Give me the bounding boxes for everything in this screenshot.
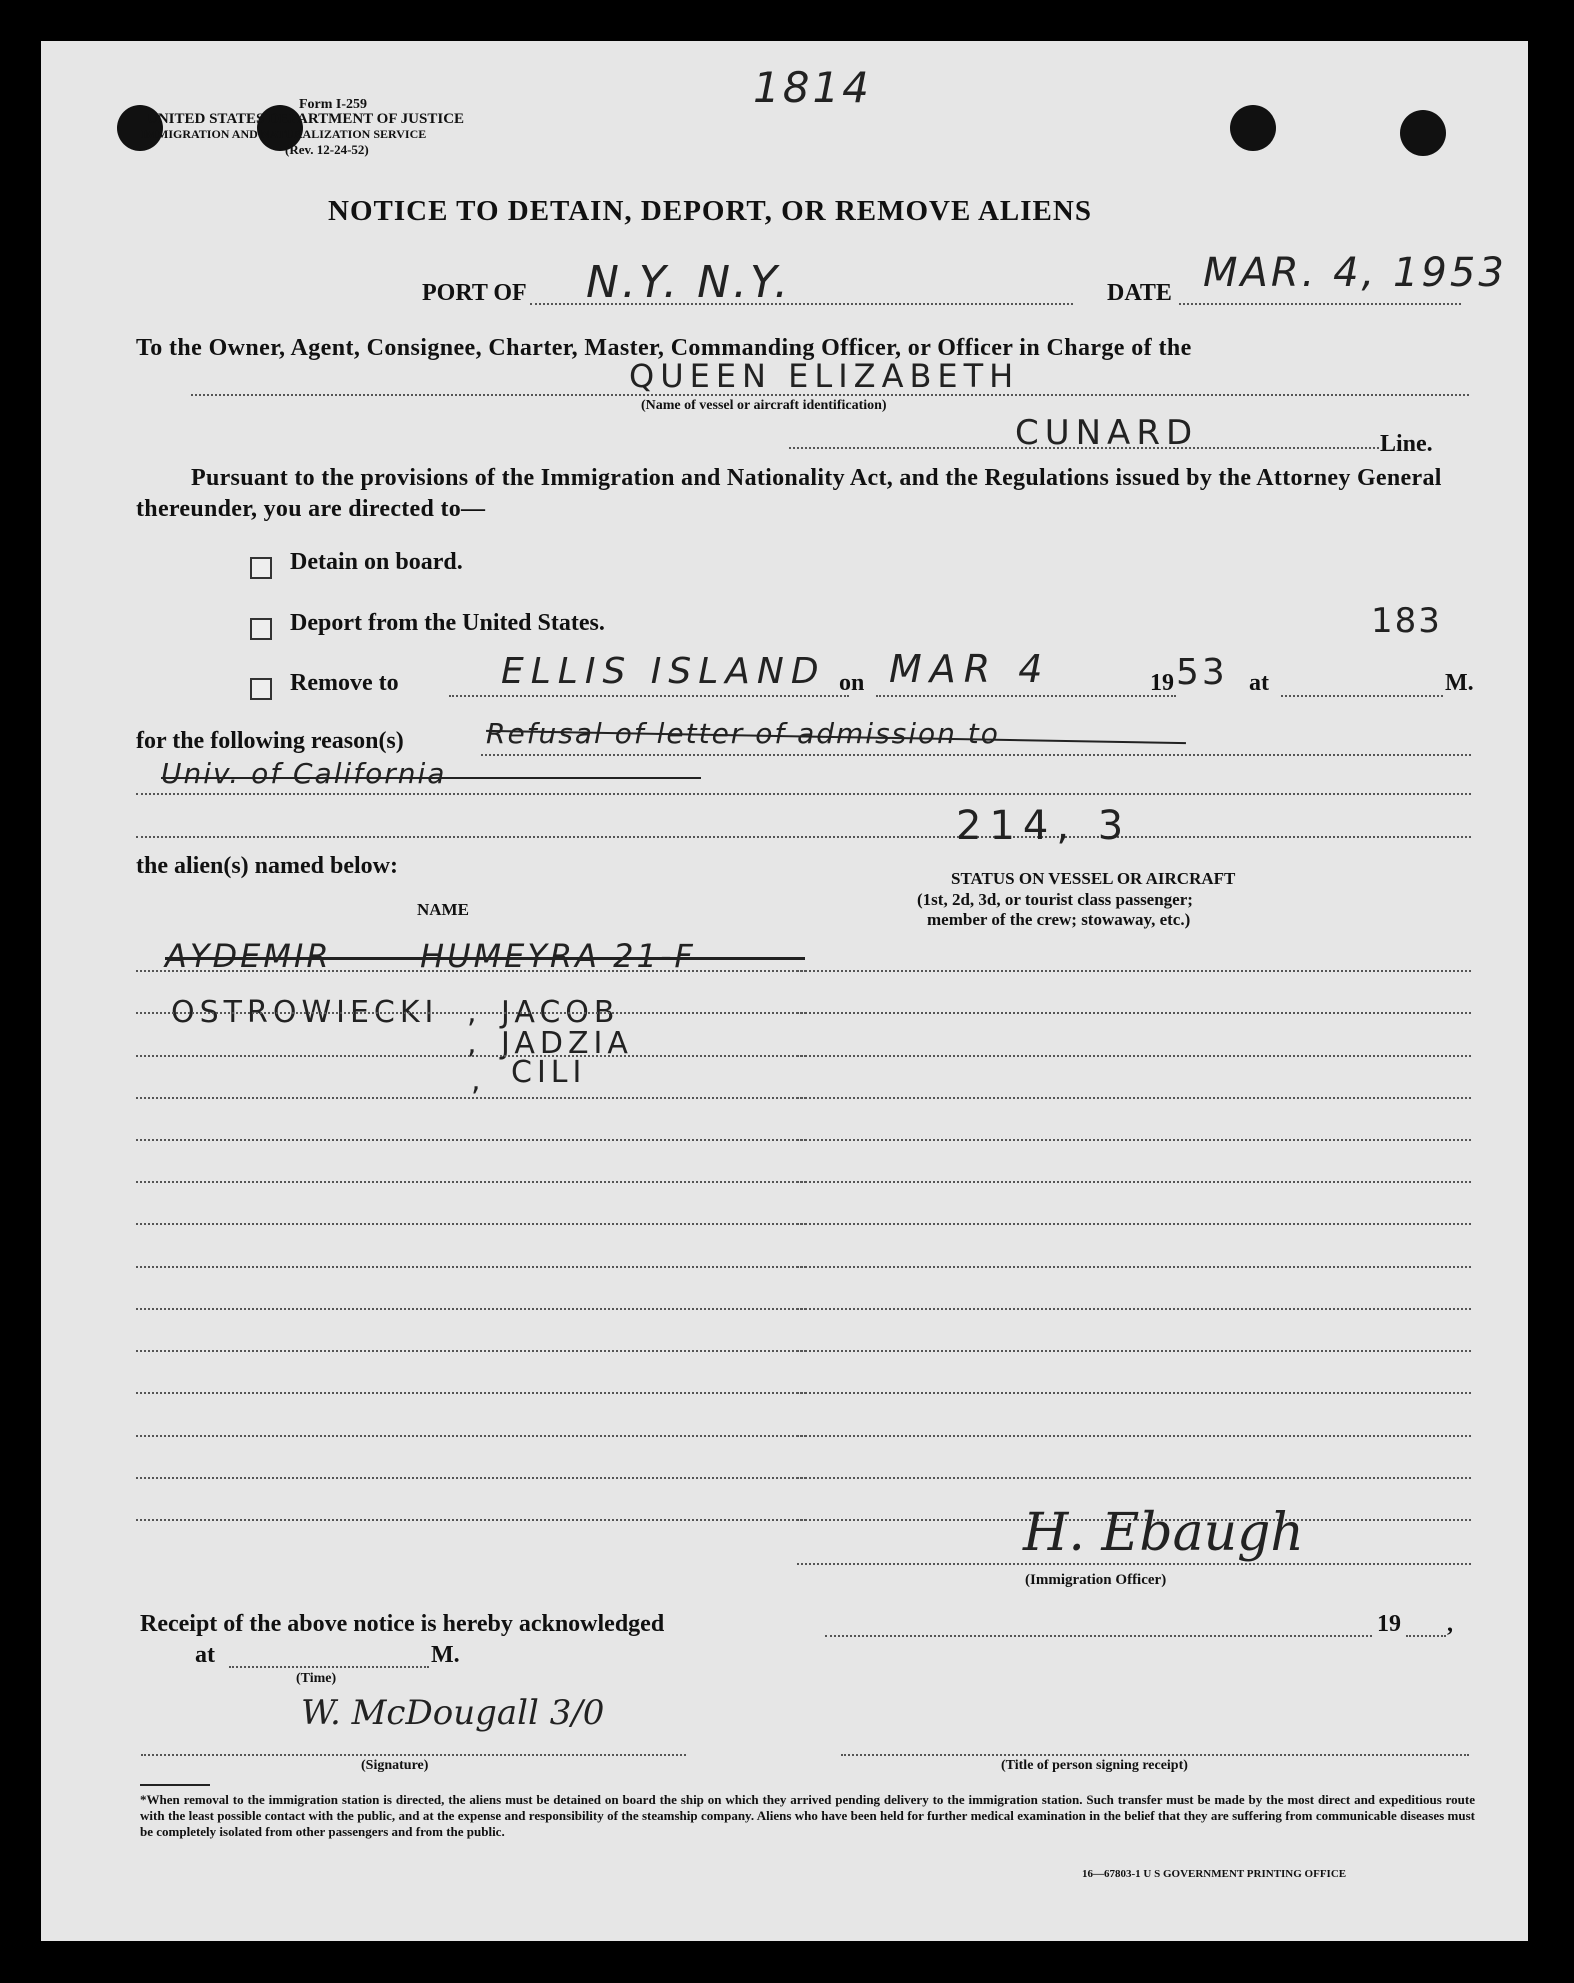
receipt-year: 19 [1377, 1611, 1401, 1637]
surname: AYDEMIR [165, 937, 332, 975]
receipt-text: Receipt of the above notice is hereby acknowledged [140, 1611, 665, 1637]
name-header: NAME [417, 900, 469, 919]
year-value: 53 [1176, 652, 1228, 693]
aliens-label: the alien(s) named below: [136, 853, 398, 879]
surname: OSTROWIECKI [171, 995, 439, 1030]
given-name: JADZIA [501, 1026, 633, 1061]
reason-value-line1: Refusal of letter of admission to [486, 717, 1000, 750]
name-row: OSTROWIECKI JACOB , [171, 995, 620, 1030]
date-value: MAR. 4, 1953 [1203, 250, 1507, 296]
printer-line: 16—67803-1 U S GOVERNMENT PRINTING OFFICE [1082, 1868, 1347, 1880]
at-label: at [1249, 670, 1269, 696]
status-header-line1: STATUS ON VESSEL OR AIRCRAFT [951, 869, 1236, 888]
detain-label: Detain on board. [290, 549, 463, 575]
date-label: DATE [1107, 280, 1172, 306]
port-label: PORT OF [422, 280, 527, 306]
agency-line2: IMMIGRATION AND NATURALIZATION SERVICE [141, 127, 427, 141]
line-value: CUNARD [1015, 413, 1199, 453]
status-header-line2: (1st, 2d, 3d, or tourist class passenger; [917, 890, 1193, 909]
receipt-at: at [195, 1642, 215, 1668]
remove-date-value: MAR 4 [889, 647, 1051, 691]
count-value: 183 [1371, 601, 1442, 641]
form-page: Form I-259 UNITED STATES DEPARTMENT OF JUSTICE IMMIGRATION AND NATURALIZATION SERVICE (Rev. 12-24-52) 1814 NOTICE TO DETAIN, DEPORT, OR REMOVE ALIENS PORT OF N.Y. N.Y. DATE MAR. 4, 1953 To the Owner, Agent, Consignee, Charter, Master, Commanding Officer, or Officer in Charge of the QUEEN ELIZABETH (Name of vessel or aircraft identification) CUNARD Line. Pursuant to the provisions of the Immigration and Nationality Act, and the Regulations issued by the Attorney General thereunder, you are directed to— Detain on board. Deport from the United States. 183 Remove to ELLIS ISLAND on MAR 4 19 53 at M. for the following reason(s) Refusal of letter of admission to Univ. of California 214, 3 the alien(s) named below: NAME STATUS ON VESSEL OR AIRCRAFT (1st, 2d, 3d, or tourist class passenger; member of the crew; stowaway, etc.) AYDEMIR HUMEYRA 21-F OSTROWIECKI JACOB , , JADZIA , CILI H. Ebaugh (Immigration Officer) Receipt of the above notice is hereby acknowledged 19 , at M. (Time) W. McDougall 3/0 (Signature) (Title of person signing receipt) *When removal to the immigration station is directed, the aliens must be detained on board the ship on which they arrived pending delivery to the immigration station. Such transfer must be made by the most direct and expeditious route with the least possible contact with the public, and at the expense and responsibility of the steamship company. Aliens who have been held for further medical examination in the belief that they are suffering from communicable diseases must be completely isolated from other passengers and from the public. 16—67803-1 U S GOVERNMENT PRINTING OFFICE [41, 41, 1528, 1941]
year-prefix: 19 [1150, 670, 1174, 696]
receipt-signature: W. McDougall 3/0 [301, 1693, 605, 1733]
agency-line1: UNITED STATES DEPARTMENT OF JUSTICE [147, 111, 465, 127]
vessel-value: QUEEN ELIZABETH [629, 357, 1020, 395]
form-number: Form I-259 [299, 97, 368, 112]
addressee-text: To the Owner, Agent, Consignee, Charter, Master, Commanding Officer, or Officer in Charge of the [136, 335, 1192, 361]
time-caption: (Time) [296, 1671, 337, 1686]
punch-hole-right2 [1400, 110, 1446, 156]
given-name: JACOB [501, 995, 620, 1030]
vessel-caption: (Name of vessel or aircraft identification) [641, 398, 887, 413]
reason-value-line2: Univ. of California [161, 757, 447, 790]
deport-label: Deport from the United States. [290, 610, 605, 636]
deport-checkbox[interactable] [250, 618, 272, 640]
revision: (Rev. 12-24-52) [285, 142, 369, 157]
officer-caption: (Immigration Officer) [1025, 1572, 1167, 1588]
reason-label: for the following reason(s) [136, 728, 404, 754]
on-label: on [839, 670, 865, 696]
pursuant-text: Pursuant to the provisions of the Immigration and Nationality Act, and the Regulations issued by the Attorney General thereunder, you are directed to— [136, 465, 1442, 522]
port-value: N.Y. N.Y. [586, 257, 792, 308]
title-caption: (Title of person signing receipt) [1001, 1758, 1188, 1773]
given-name: CILI [511, 1055, 587, 1090]
line-label: Line. [1380, 431, 1433, 457]
signature-caption: (Signature) [361, 1758, 429, 1773]
remove-checkbox[interactable] [250, 678, 272, 700]
remove-label: Remove to [290, 670, 399, 696]
name-row: , CILI [471, 1055, 587, 1098]
footnote: *When removal to the immigration station is directed, the aliens must be detained on board the ship on which they arrived pending delivery to the immigration station. Such transfer must be made by the most direct and expeditious route with the least possible contact with the public, and at the expense and responsibility of the steamship company. Aliens who have been held for further medical examination in the belief that they are suffering from communicable diseases must be completely isolated from other passengers and from the public. [140, 1792, 1475, 1839]
m-label: M. [1445, 670, 1474, 696]
detain-checkbox[interactable] [250, 557, 272, 579]
punch-hole-right1 [1230, 105, 1276, 151]
form-title: NOTICE TO DETAIN, DEPORT, OR REMOVE ALIENS [328, 195, 1092, 227]
given-name: HUMEYRA 21-F [420, 937, 696, 975]
status-header-line3: member of the crew; stowaway, etc.) [927, 910, 1191, 929]
reason-value-line3: 214, 3 [956, 803, 1132, 849]
stamp-number: 1814 [753, 63, 872, 112]
name-row: , JADZIA [467, 1026, 633, 1061]
officer-signature: H. Ebaugh [1023, 1503, 1304, 1563]
remove-to-value: ELLIS ISLAND [501, 651, 826, 692]
receipt-m: M. [431, 1642, 460, 1668]
